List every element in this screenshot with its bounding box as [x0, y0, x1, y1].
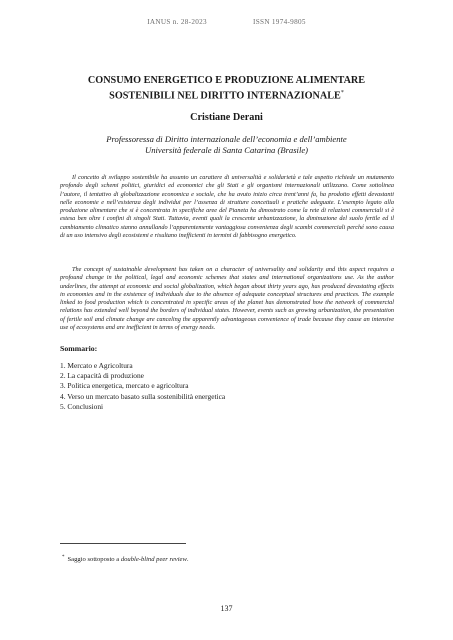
author-name: Cristiane Derani: [190, 112, 263, 123]
issn-label: ISSN 1974-9805: [253, 18, 306, 26]
footnote: [62, 555, 189, 563]
footnote-text-italic: double-blind peer review: [120, 556, 187, 564]
toc-item: 1. Mercato e Agricoltura: [60, 361, 133, 370]
toc-item: 3. Politica energetica, mercato e agricoltura: [60, 381, 189, 391]
table-of-contents: [60, 361, 225, 412]
abstract-english: The concept of sustainable development has taken on a character of universality and solidarity and this aspect requires a profound change in the political, legal and economic schemes that states and international organizations use. As the author underlines, the attempt at economic and social globalization, which began about thirty years ago, has produced devastating effects in economies and in the existence of individuals due to the absence of adequate conceptual structures and practices. The example linked to food production which is concentrated in specific areas of the planet has demonstrated how the network of commercial relations has extended well beyond the borders of individual states. However, events such as growing urbanization, the presentation of fertile soil and climate change are canceling the apparently advantageous convenience of trade because they cause an intensive use of ecosystems and are inefficient in terms of energy needs.: [60, 266, 394, 332]
journal-issue: IANUS n. 28-2023: [147, 18, 207, 26]
affiliation-line-1: Professoressa di Diritto internazionale dell’economia e dell’ambiente: [106, 134, 347, 144]
article-title: [40, 74, 413, 102]
toc-item: 2. La capacità di produzione: [60, 371, 144, 381]
title-footnote-marker: *: [340, 90, 344, 96]
toc-item: 5. Conclusioni: [60, 401, 104, 411]
title-line-2: [40, 87, 413, 102]
affiliation-line-2: Università federale di Santa Catarina (Brasile): [144, 145, 309, 155]
footnote-marker: *: [62, 555, 65, 560]
author-affiliation: [40, 134, 413, 156]
title-line-1: CONSUMO ENERGETICO E PRODUZIONE ALIMENTARE: [87, 75, 366, 86]
running-header: [0, 18, 453, 26]
abstract-italian: Il concetto di sviluppo sostenibile ha assunto un carattere di universalità e solidarietà e tale aspetto richiede un mutamento profondo degli schemi politici, giuridici ed economici che gli Stati e gli organismi internazionali utilizzano. Come sottolinea l’autore, il tentativo di globalizzazione economica e sociale, che ha avuto inizio circa trent’anni fa, ha prodotto effetti devastanti nelle economie e nell’esistenza degli individui per l’assenza di strutture concettuali e pratiche adeguate. L’esempio legato alla produzione alimentare che si è concentrata in specifiche aree del Pianeta ha dimostrato come la rete di relazioni commerciali si è estesa ben oltre i confini di singoli Stati. Tuttavia, eventi quali la crescente urbanizzazione, la diminuzione del suolo fertile ed il cambiamento climatico stanno annullando l’apparentemente vantaggiosa convenienza degli scambi commerciali perché sono causa di un uso intensivo degli ecosistemi e risultano inefficienti in termini di fabbisogno energetico.: [60, 174, 394, 240]
sommario-heading: Sommario:: [60, 344, 98, 353]
page-number: 137: [220, 604, 233, 613]
toc-item: 4. Verso un mercato basato sulla sostenibilità energetica: [60, 391, 226, 401]
footnote-text-before: Saggio sottoposto a: [67, 556, 121, 564]
title-line-2-text: SOSTENIBILI NEL DIRITTO INTERNAZIONALE: [109, 90, 341, 102]
footnote-text-after: .: [186, 556, 189, 564]
footnote-divider: [60, 543, 186, 544]
